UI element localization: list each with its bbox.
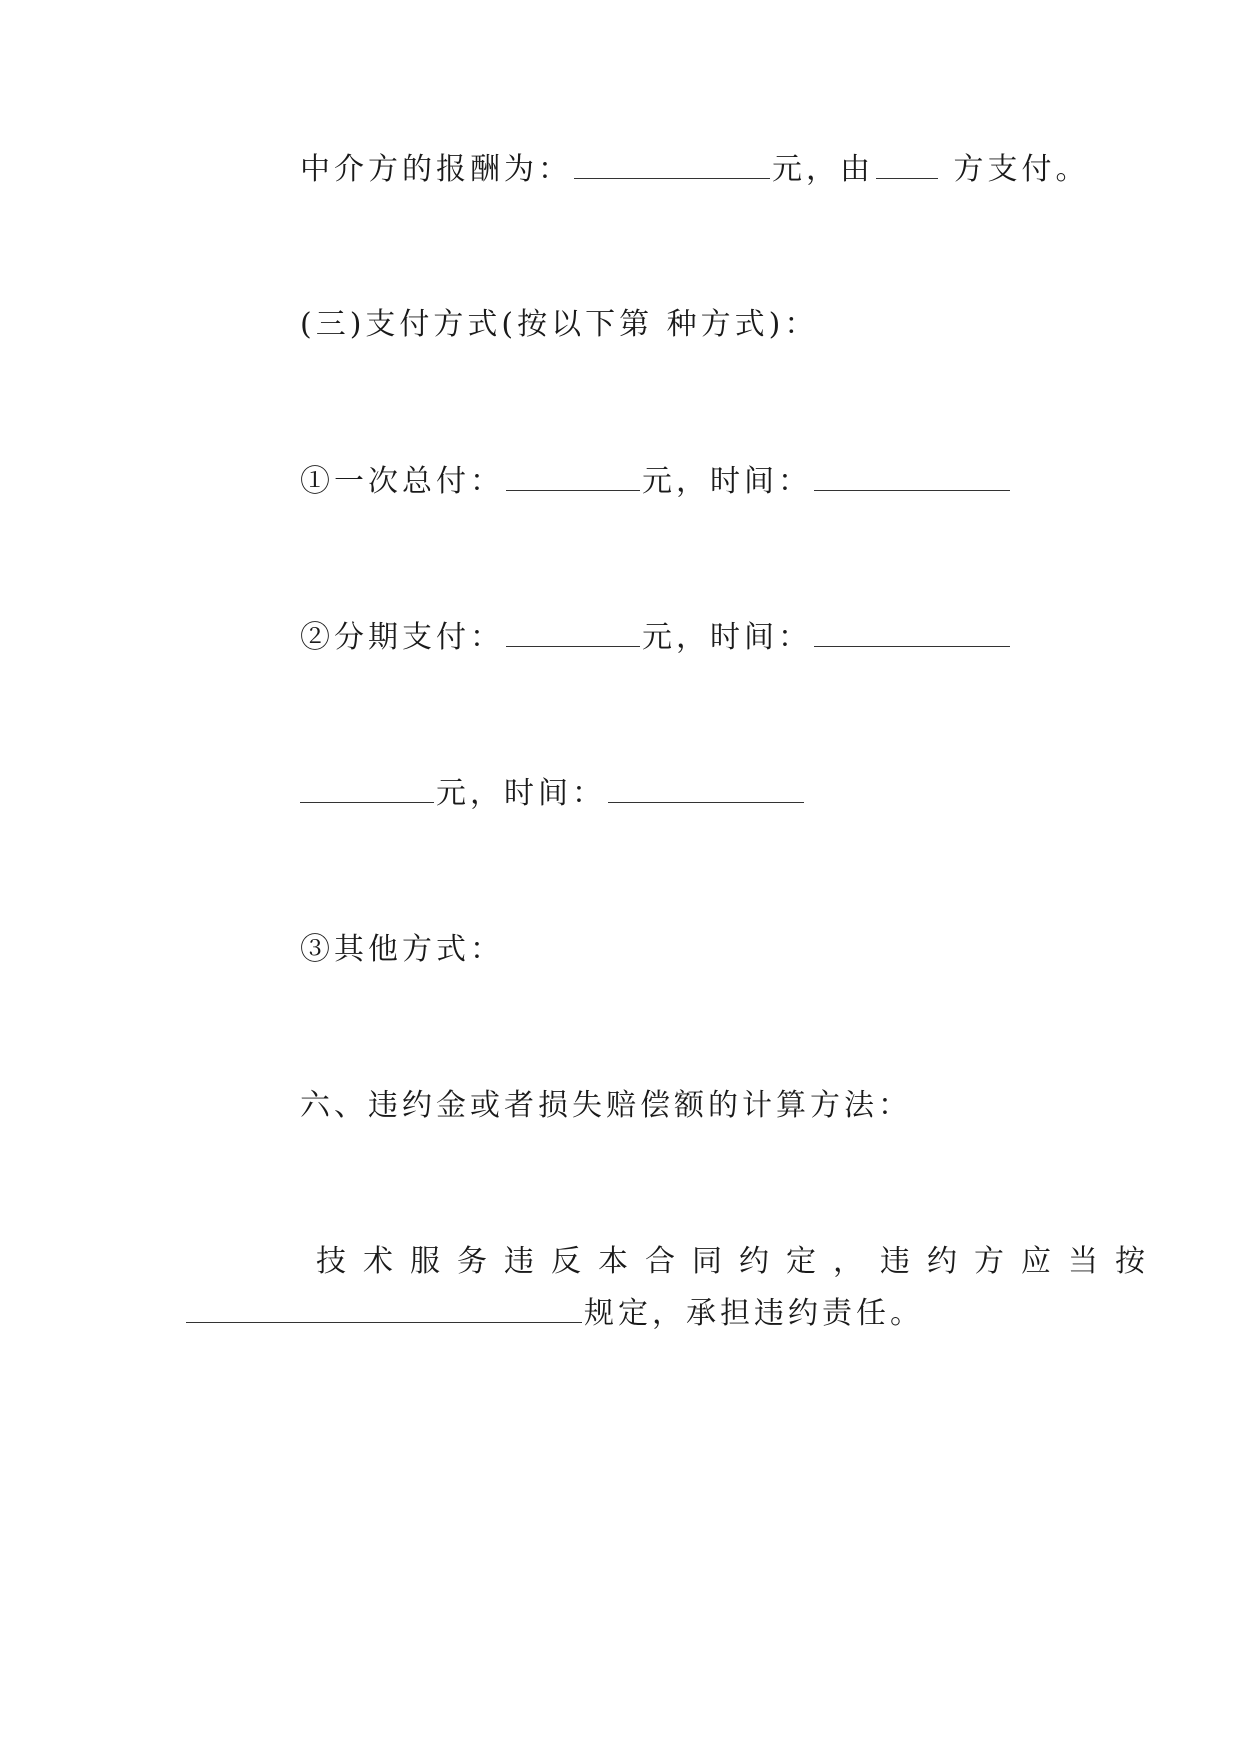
penalty-text-2: 规定，承担违约责任。 bbox=[584, 1296, 924, 1331]
payment-method-heading: (三)支付方式(按以下第 种方式)： bbox=[300, 307, 819, 342]
penalty-rule-blank[interactable] bbox=[186, 1292, 582, 1323]
installment-mid: 元，时间： bbox=[642, 620, 812, 655]
installment-time-blank[interactable] bbox=[814, 616, 1010, 647]
lump-sum-prefix: ①一次总付： bbox=[300, 464, 504, 499]
lump-sum-time-blank[interactable] bbox=[814, 460, 1010, 491]
penalty-heading: 六、违约金或者损失赔偿额的计算方法： bbox=[300, 1088, 912, 1123]
penalty-text-line-1: 技术服务违反本合同约定，违约方应当按 bbox=[316, 1244, 1162, 1279]
lump-sum-mid: 元，时间： bbox=[642, 464, 812, 499]
payer-blank[interactable] bbox=[876, 148, 938, 179]
installment-line bbox=[300, 616, 1012, 660]
remuneration-line bbox=[300, 148, 1090, 192]
other-method-line: ③其他方式： bbox=[300, 932, 504, 967]
installment-cont-line bbox=[300, 772, 806, 816]
installment-cont-time-blank[interactable] bbox=[608, 772, 804, 803]
remuneration-suffix: 方支付。 bbox=[940, 152, 1090, 187]
installment-cont-amount-blank[interactable] bbox=[300, 772, 434, 803]
remuneration-prefix: 中介方的报酬为： bbox=[300, 152, 572, 187]
lump-sum-line bbox=[300, 460, 1012, 504]
installment-cont-mid: 元，时间： bbox=[436, 776, 606, 811]
remuneration-amount-blank[interactable] bbox=[574, 148, 770, 179]
remuneration-mid: 元，由 bbox=[772, 152, 874, 187]
penalty-text-line-2 bbox=[186, 1292, 924, 1336]
installment-prefix: ②分期支付： bbox=[300, 620, 504, 655]
installment-amount-blank[interactable] bbox=[506, 616, 640, 647]
lump-sum-amount-blank[interactable] bbox=[506, 460, 640, 491]
